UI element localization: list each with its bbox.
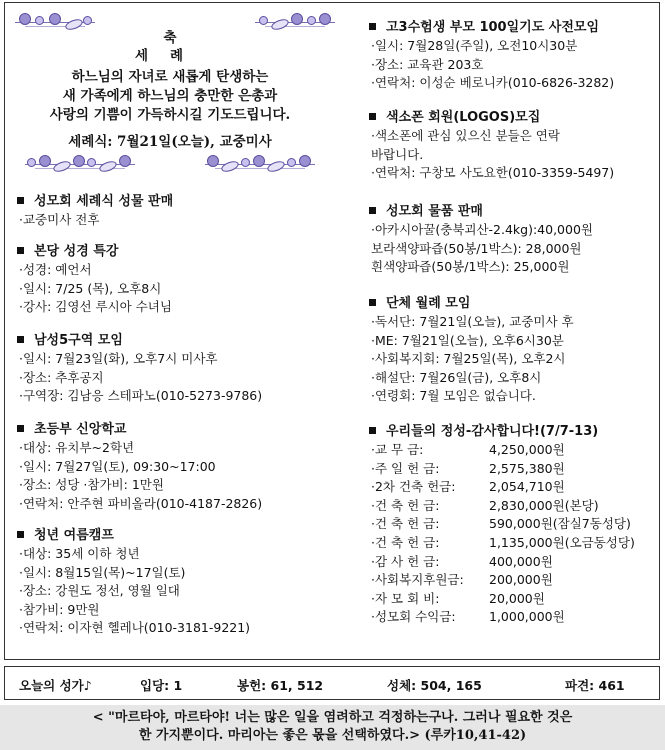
bullet-square-icon (17, 531, 24, 538)
offering-row: ·자 모 회 비: 20,000원 (371, 590, 545, 606)
bullet-square-icon (369, 23, 376, 30)
verse-line: 한 가지뿐이다. 마리아는 좋은 몫을 선택하였다.> (루카10,41-42) (138, 728, 527, 743)
bullet-square-icon (369, 207, 376, 214)
offering-row: ·건 축 헌 금: 1,135,000원(오금동성당) (371, 534, 635, 550)
offering-row: ·건 축 헌 금: 2,830,000원(본당) (371, 497, 599, 513)
section-title: 단체 월례 모임 (386, 296, 471, 311)
section-line: ·연령회: 7월 모임은 없습니다. (371, 388, 536, 404)
bullet-square-icon (369, 427, 376, 434)
section-line: ·장소: 추후공지 (19, 369, 104, 385)
bullet-square-icon (369, 299, 376, 306)
bullet-square-icon (17, 336, 24, 343)
baptism-title-2: 세례 (134, 48, 206, 64)
section-title: 성모회 물품 판매 (386, 204, 483, 219)
section-line: ·대상: 유치부~2학년 (19, 440, 135, 455)
bible-verse (0, 705, 665, 750)
section-title: 청년 여름캠프 (34, 528, 114, 543)
section-line: ·대상: 35세 이하 청년 (19, 546, 140, 561)
mass-tally-bar (4, 666, 660, 700)
bullet-square-icon (17, 197, 24, 204)
section-title: 성모회 세례식 성물 판매 (34, 194, 174, 209)
section-line: ·아카시아꿀(충북괴산-2.4kg):40,000원 (371, 222, 593, 237)
baptism-date: 세례식: 7월21일(오늘), 교중미사 (68, 134, 272, 150)
section-line: ·일시: 7월28일(주일), 오전10시30분 (371, 38, 578, 53)
section-monthly-meetings (367, 295, 574, 406)
section-title: 우리들의 정성-감사합니다!(7/7-13) (386, 424, 599, 439)
section-rosary-sale (15, 193, 173, 230)
section-line: ·연락처: 이자현 헬레나(010-3181-9221) (19, 620, 251, 636)
section-title: 본당 성경 특강 (34, 244, 119, 259)
section-line: ·장소: 교육관 203호 (371, 56, 484, 72)
section-faith-school (15, 421, 262, 513)
baptism-message (15, 68, 325, 125)
section-line: ·연락처: 구창모 사도요한(010-3359-5497) (371, 165, 615, 181)
dismissal-count: 파견: 461 (565, 678, 625, 693)
section-line: ·참가비: 9만원 (19, 601, 100, 617)
section-goods-sale (367, 203, 593, 277)
baptism-title-1: 축 (163, 30, 177, 46)
offering-row: ·건 축 헌 금: 590,000원(잠실7동성당) (371, 516, 631, 532)
offertory-count: 봉헌: 61, 512 (237, 678, 324, 693)
section-line: ·연락처: 안주현 파비올라(010-4187-2826) (19, 495, 263, 511)
communion-count: 성체: 504, 165 (387, 678, 482, 693)
offering-row: ·교 무 금: 4,250,000원 (371, 442, 565, 457)
section-prayer-meeting (367, 19, 614, 93)
section-title: 초등부 신앙학교 (34, 422, 127, 437)
section-title: 남성5구역 모임 (34, 333, 123, 348)
section-line: ·강사: 김영선 루시아 수녀님 (19, 299, 172, 315)
verse-line: < "마르타야, 마르타야! 너는 많은 일을 염려하고 걱정하는구나. 그러나 필요한 것은 (92, 710, 573, 725)
bullet-square-icon (369, 113, 376, 120)
baptism-message-line: 하느님의 자녀로 새롭게 탄생하는 (71, 69, 269, 85)
section-saxophone (367, 109, 614, 183)
offering-row: ·주 일 헌 금: 2,575,380원 (371, 460, 565, 476)
section-line: ·일시: 7월23일(화), 오후7시 미사후 (19, 351, 218, 366)
section-title: 고3수험생 부모 100일기도 사전모임 (386, 20, 600, 35)
offering-row: ·성모회 수익금: 1,000,000원 (371, 609, 565, 625)
baptism-message-line: 사랑의 기쁨이 가득하시길 기도드립니다. (49, 107, 291, 123)
section-line: ·ME: 7월21일(오늘), 오후6시30분 (371, 332, 564, 348)
section-line: ·일시: 7월27일(토), 09:30~17:00 (19, 458, 216, 474)
bullet-square-icon (17, 425, 24, 432)
section-title: 색소폰 회원(LOGOS)모집 (386, 110, 541, 125)
section-line: 보라색양파즙(50봉/1박스): 28,000원 (371, 240, 582, 256)
section-line: ·연락처: 이성순 베로니카(010-6826-3282) (371, 75, 615, 91)
bulletin-main-box (4, 2, 660, 660)
section-offerings (367, 423, 635, 627)
section-district-meeting (15, 332, 262, 406)
section-line: ·색소폰에 관심 있으신 분들은 연락 (371, 128, 560, 143)
section-line: ·독서단: 7월21일(오늘), 교중미사 후 (371, 314, 574, 329)
offering-row: ·감 사 헌 금: 400,000원 (371, 553, 553, 569)
section-line: ·구역장: 김남응 스테파노(010-5273-9786) (19, 388, 263, 404)
section-line: 흰색양파즙(50봉/1박스): 25,000원 (371, 259, 570, 275)
section-line: ·장소: 성당 ·참가비: 1만원 (19, 477, 164, 493)
section-youth-camp (15, 527, 250, 638)
offering-row: ·2차 건축 헌금: 2,054,710원 (371, 479, 565, 495)
section-line: ·사회복지회: 7월25일(목), 오후2시 (371, 351, 566, 367)
section-line: ·장소: 강원도 정선, 영월 일대 (19, 583, 180, 599)
section-line: ·성경: 예언서 (19, 262, 92, 277)
section-bible-lecture (15, 243, 172, 317)
flower-decoration-icon (25, 153, 135, 175)
section-line: ·일시: 7/25 (목), 오후8시 (19, 280, 162, 296)
section-line: ·해설단: 7월26일(금), 오후8시 (371, 369, 542, 385)
offering-row: ·사회복지후원금: 200,000원 (371, 572, 553, 588)
section-line: 바랍니다. (371, 146, 424, 162)
entrance-count: 입당: 1 (140, 678, 183, 693)
hymn-label: 오늘의 성가♪ (19, 678, 92, 693)
section-line: ·일시: 8월15일(목)~17일(토) (19, 564, 186, 580)
bullet-square-icon (17, 247, 24, 254)
section-line: ·교중미사 전후 (19, 212, 100, 227)
flower-decoration-icon (205, 153, 315, 175)
baptism-message-line: 새 가족에게 하느님의 충만한 은총과 (62, 88, 278, 104)
